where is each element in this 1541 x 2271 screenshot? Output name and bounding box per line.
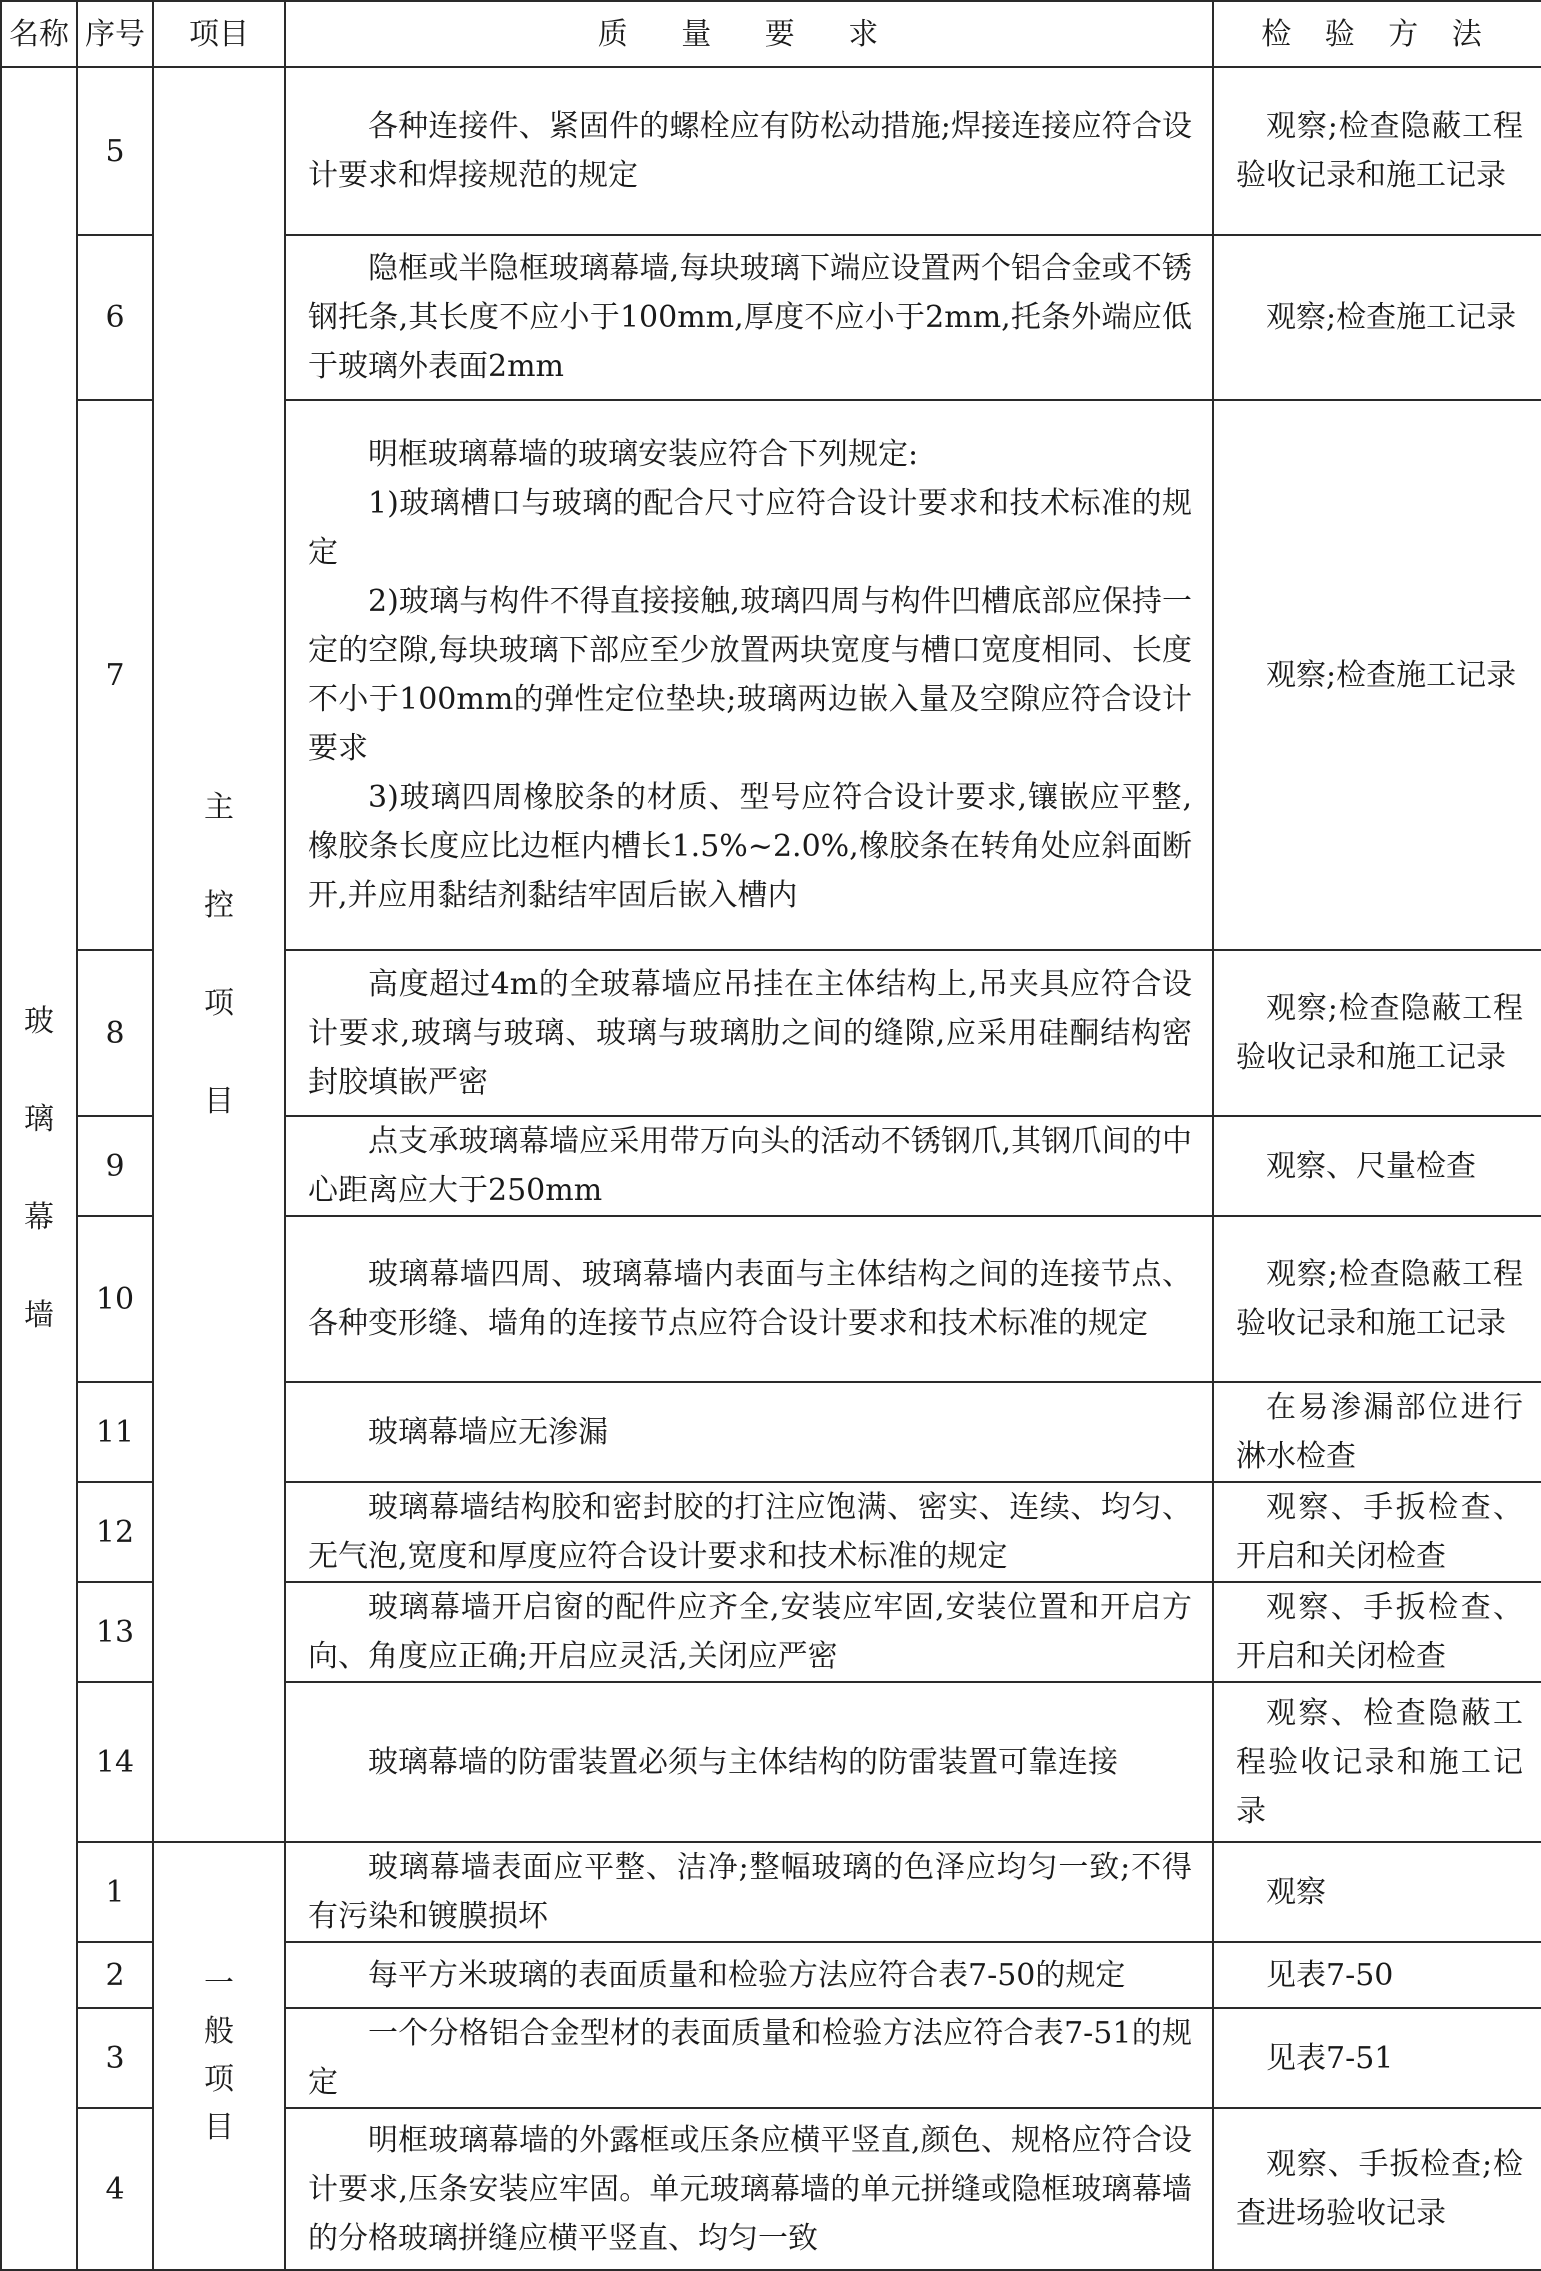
- seq-cell: 3: [77, 2008, 153, 2108]
- method-cell: 见表7-50: [1213, 1942, 1541, 2008]
- seq-cell: 5: [77, 67, 153, 235]
- method-cell: 在易渗漏部位进行淋水检查: [1213, 1382, 1541, 1482]
- main-control-label: 主 控 项 目: [153, 67, 285, 1842]
- method-cell: 观察;检查施工记录: [1213, 400, 1541, 950]
- method-cell: 观察: [1213, 1842, 1541, 1942]
- requirement-cell: 玻璃幕墙四周、玻璃幕墙内表面与主体结构之间的连接节点、各种变形缝、墙角的连接节点应符合设计要求和技术标准的规定: [285, 1216, 1213, 1382]
- seq-cell: 9: [77, 1116, 153, 1216]
- requirement-cell: 玻璃幕墙结构胶和密封胶的打注应饱满、密实、连续、均匀、无气泡,宽度和厚度应符合设计要求和技术标准的规定: [285, 1482, 1213, 1582]
- method-cell: 观察;检查施工记录: [1213, 235, 1541, 400]
- seq-cell: 4: [77, 2108, 153, 2270]
- header-name: 名称: [1, 1, 77, 67]
- requirement-cell: 玻璃幕墙表面应平整、洁净;整幅玻璃的色泽应均匀一致;不得有污染和镀膜损坏: [285, 1842, 1213, 1942]
- requirement-cell: 各种连接件、紧固件的螺栓应有防松动措施;焊接连接应符合设计要求和焊接规范的规定: [285, 67, 1213, 235]
- seq-cell: 12: [77, 1482, 153, 1582]
- header-method: 检 验 方 法: [1213, 1, 1541, 67]
- seq-cell: 6: [77, 235, 153, 400]
- method-cell: 观察;检查隐蔽工程验收记录和施工记录: [1213, 1216, 1541, 1382]
- method-cell: 见表7-51: [1213, 2008, 1541, 2108]
- method-cell: 观察;检查隐蔽工程验收记录和施工记录: [1213, 67, 1541, 235]
- header-seq: 序号: [77, 1, 153, 67]
- requirement-cell: 玻璃幕墙应无渗漏: [285, 1382, 1213, 1482]
- method-cell: 观察、检查隐蔽工程验收记录和施工记录: [1213, 1682, 1541, 1842]
- requirement-cell: 玻璃幕墙开启窗的配件应齐全,安装应牢固,安装位置和开启方向、角度应正确;开启应灵活,关闭应严密: [285, 1582, 1213, 1682]
- requirement-cell: 隐框或半隐框玻璃幕墙,每块玻璃下端应设置两个铝合金或不锈钢托条,其长度不应小于100mm,厚度不应小于2mm,托条外端应低于玻璃外表面2mm: [285, 235, 1213, 400]
- seq-cell: 13: [77, 1582, 153, 1682]
- requirement-cell: 明框玻璃幕墙的外露框或压条应横平竖直,颜色、规格应符合设计要求,压条安装应牢固。单元玻璃幕墙的单元拼缝或隐框玻璃幕墙的分格玻璃拼缝应横平竖直、均匀一致: [285, 2108, 1213, 2270]
- seq-cell: 10: [77, 1216, 153, 1382]
- header-row: [1, 1, 1541, 67]
- method-cell: 观察、尺量检查: [1213, 1116, 1541, 1216]
- group-name-cell: 玻 璃 幕 墙: [1, 67, 77, 2270]
- method-cell: 观察、手扳检查、开启和关闭检查: [1213, 1482, 1541, 1582]
- seq-cell: 11: [77, 1382, 153, 1482]
- requirement-cell: 点支承玻璃幕墙应采用带万向头的活动不锈钢爪,其钢爪间的中心距离应大于250mm: [285, 1116, 1213, 1216]
- method-cell: 观察;检查隐蔽工程验收记录和施工记录: [1213, 950, 1541, 1116]
- general-label: 一 般 项 目: [153, 1842, 285, 2270]
- header-item: 项目: [153, 1, 285, 67]
- method-cell: 观察、手扳检查;检查进场验收记录: [1213, 2108, 1541, 2270]
- requirement-cell: 高度超过4m的全玻幕墙应吊挂在主体结构上,吊夹具应符合设计要求,玻璃与玻璃、玻璃与玻璃肋之间的缝隙,应采用硅酮结构密封胶填嵌严密: [285, 950, 1213, 1116]
- header-requirement: 质 量 要 求: [285, 1, 1213, 67]
- requirement-cell: 一个分格铝合金型材的表面质量和检验方法应符合表7-51的规定: [285, 2008, 1213, 2108]
- requirement-cell: 每平方米玻璃的表面质量和检验方法应符合表7-50的规定: [285, 1942, 1213, 2008]
- seq-cell: 8: [77, 950, 153, 1116]
- table-row: [1, 67, 1541, 235]
- requirement-cell: 玻璃幕墙的防雷装置必须与主体结构的防雷装置可靠连接: [285, 1682, 1213, 1842]
- seq-cell: 14: [77, 1682, 153, 1842]
- requirement-cell: 明框玻璃幕墙的玻璃安装应符合下列规定: 1)玻璃槽口与玻璃的配合尺寸应符合设计要求和技术标准的规定 2)玻璃与构件不得直接接触,玻璃四周与构件凹槽底部应保持一定的空隙,每块玻璃下部应至少放置两块宽度与槽口宽度相同、长度不小于100mm的弹性定位垫块;玻璃两边嵌入量及空隙应符合设计要求 3)玻璃四周橡胶条的材质、型号应符合设计要求,镶嵌应平整,橡胶条长度应比边框内槽长1.5%~2.0%,橡胶条在转角处应斜面断开,并应用黏结剂黏结牢固后嵌入槽内: [285, 400, 1213, 950]
- seq-cell: 1: [77, 1842, 153, 1942]
- seq-cell: 7: [77, 400, 153, 950]
- table-row: [1, 1842, 1541, 1942]
- method-cell: 观察、手扳检查、开启和关闭检查: [1213, 1582, 1541, 1682]
- seq-cell: 2: [77, 1942, 153, 2008]
